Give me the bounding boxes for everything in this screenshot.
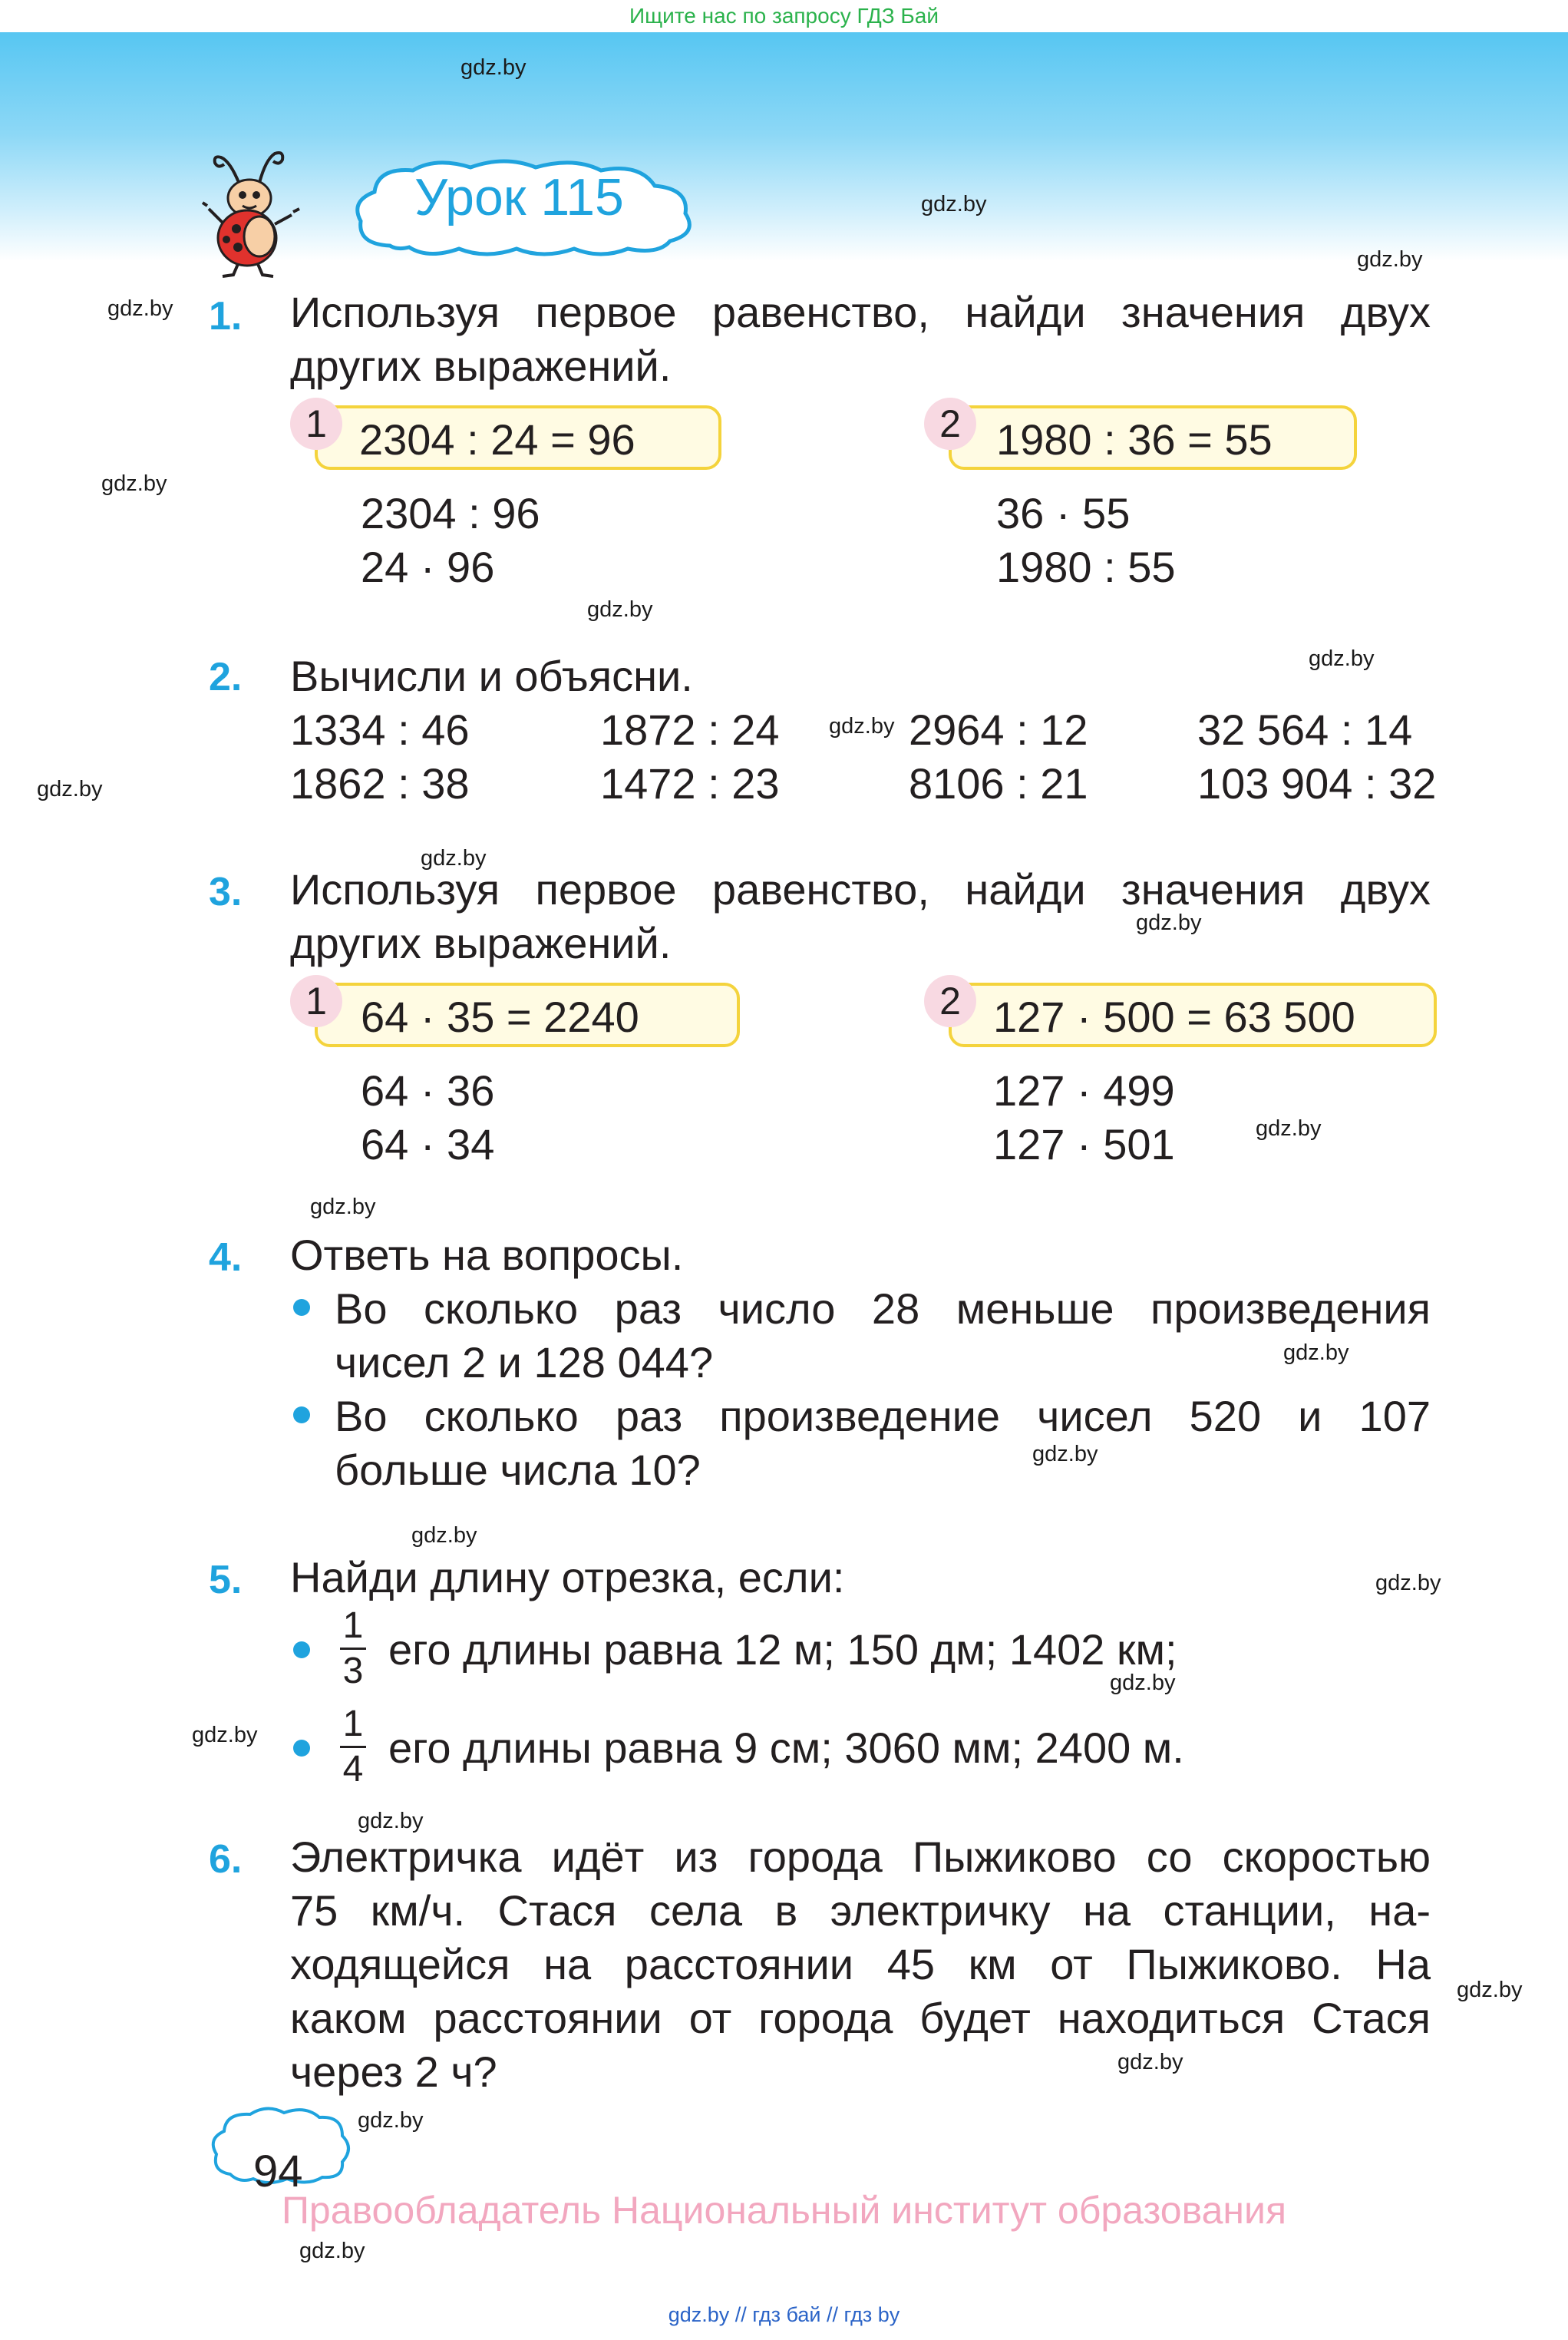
watermark: gdz.by xyxy=(192,1723,258,1747)
expression: 127 · 499 xyxy=(993,1066,1175,1115)
watermark: gdz.by xyxy=(1457,1978,1523,2002)
watermark: gdz.by xyxy=(421,846,487,871)
task-text: ходящейся на расстоянии 45 км от Пыжиково. На xyxy=(290,1940,1431,1988)
task-text: больше числа 10? xyxy=(335,1446,701,1494)
watermark: gdz.by xyxy=(299,2239,365,2263)
lesson-title: Урок 115 xyxy=(414,168,624,226)
watermark: gdz.by xyxy=(107,296,173,321)
watermark: gdz.by xyxy=(1309,646,1375,671)
task-text: Во сколько раз произведение чисел 520 и 107 xyxy=(335,1392,1431,1440)
watermark: gdz.by xyxy=(358,2108,424,2133)
watermark: gdz.by xyxy=(587,597,653,622)
watermark: gdz.by xyxy=(1117,2050,1183,2074)
watermark: gdz.by xyxy=(1136,911,1202,935)
fraction-bar xyxy=(340,1648,366,1650)
expression: 1472 : 23 xyxy=(600,759,780,808)
expression: 32 564 : 14 xyxy=(1197,706,1413,754)
expression: 64 · 34 xyxy=(361,1120,495,1168)
fraction-bar xyxy=(340,1746,366,1748)
watermark: gdz.by xyxy=(1032,1442,1098,1466)
expression: 2304 : 96 xyxy=(361,489,540,537)
bottom-watermark-link[interactable]: gdz.by // гдз бай // гдз by xyxy=(668,2303,900,2326)
task-text: Электричка идёт из города Пыжиково со скоростью xyxy=(290,1833,1431,1881)
expression: 1862 : 38 xyxy=(290,759,470,808)
top-banner[interactable]: Ищите нас по запросу ГДЗ Бай xyxy=(0,0,1568,32)
expression: 1334 : 46 xyxy=(290,706,470,754)
task-number: 1. xyxy=(209,294,243,339)
equation: 2304 : 24 = 96 xyxy=(359,415,635,464)
watermark: gdz.by xyxy=(829,714,895,739)
watermark: gdz.by xyxy=(358,1809,424,1833)
task-number: 5. xyxy=(209,1558,243,1602)
variant-tag: 1 xyxy=(290,398,342,450)
ladybug-mascot-icon xyxy=(192,138,307,280)
task-text: Во сколько раз число 28 меньше произведения xyxy=(335,1284,1431,1333)
variant-tag: 2 xyxy=(924,975,976,1027)
task-number: 3. xyxy=(209,870,243,914)
task-text: его длины равна 9 см; 3060 мм; 2400 м. xyxy=(388,1724,1184,1772)
fraction-numerator: 1 xyxy=(342,1605,364,1646)
task-text: Вычисли и объясни. xyxy=(290,652,693,700)
page-number: 94 xyxy=(253,2147,303,2196)
watermark: gdz.by xyxy=(1256,1116,1322,1141)
task-text: Используя первое равенство, найди значения двух xyxy=(290,288,1431,336)
task-text: его длины равна 12 м; 150 дм; 1402 км; xyxy=(388,1625,1177,1674)
expression: 8106 : 21 xyxy=(909,759,1088,808)
watermark: gdz.by xyxy=(101,471,167,496)
watermark: gdz.by xyxy=(460,55,527,80)
task-text: Найди длину отрезка, если: xyxy=(290,1553,845,1601)
watermark: gdz.by xyxy=(310,1195,376,1219)
bullet-icon xyxy=(293,1406,310,1423)
expression: 103 904 : 32 xyxy=(1197,759,1437,808)
equation: 127 · 500 = 63 500 xyxy=(993,993,1355,1041)
expression: 36 · 55 xyxy=(996,489,1131,537)
expression: 127 · 501 xyxy=(993,1120,1175,1168)
task-text: других выражений. xyxy=(290,342,672,390)
watermark: gdz.by xyxy=(1375,1571,1441,1595)
task-text: других выражений. xyxy=(290,919,672,967)
bullet-icon xyxy=(293,1299,310,1316)
task-text: чисел 2 и 128 044? xyxy=(335,1338,714,1386)
watermark: gdz.by xyxy=(1110,1671,1176,1695)
bullet-icon xyxy=(293,1641,310,1658)
task-text: через 2 ч? xyxy=(290,2048,497,2096)
task-text: Используя первое равенство, найди значения двух xyxy=(290,865,1431,914)
watermark: gdz.by xyxy=(411,1523,477,1548)
task-number: 2. xyxy=(209,655,243,699)
fraction-numerator: 1 xyxy=(342,1704,364,1744)
copyright-footer: Правообладатель Национальный институт образования xyxy=(281,2189,1287,2232)
equation: 1980 : 36 = 55 xyxy=(996,415,1273,464)
expression: 1872 : 24 xyxy=(600,706,780,754)
task-text: Ответь на вопросы. xyxy=(290,1231,684,1279)
task-number: 6. xyxy=(209,1837,243,1882)
task-number: 4. xyxy=(209,1235,243,1280)
variant-tag: 2 xyxy=(924,398,976,450)
bullet-icon xyxy=(293,1740,310,1757)
expression: 1980 : 55 xyxy=(996,543,1176,591)
variant-tag: 1 xyxy=(290,975,342,1027)
expression: 24 · 96 xyxy=(361,543,495,591)
equation: 64 · 35 = 2240 xyxy=(361,993,639,1041)
expression: 2964 : 12 xyxy=(909,706,1088,754)
watermark: gdz.by xyxy=(37,777,103,801)
expression: 64 · 36 xyxy=(361,1066,495,1115)
fraction xyxy=(338,1704,368,1790)
watermark: gdz.by xyxy=(1283,1340,1349,1365)
task-text: 75 км/ч. Стася села в электричку на станции, на- xyxy=(290,1886,1431,1935)
fraction xyxy=(338,1606,368,1691)
fraction-denominator: 3 xyxy=(342,1651,364,1691)
watermark: gdz.by xyxy=(1357,247,1423,272)
fraction-denominator: 4 xyxy=(342,1749,364,1790)
task-text: каком расстоянии от города будет находиться Стася xyxy=(290,1994,1431,2042)
watermark: gdz.by xyxy=(921,192,987,216)
